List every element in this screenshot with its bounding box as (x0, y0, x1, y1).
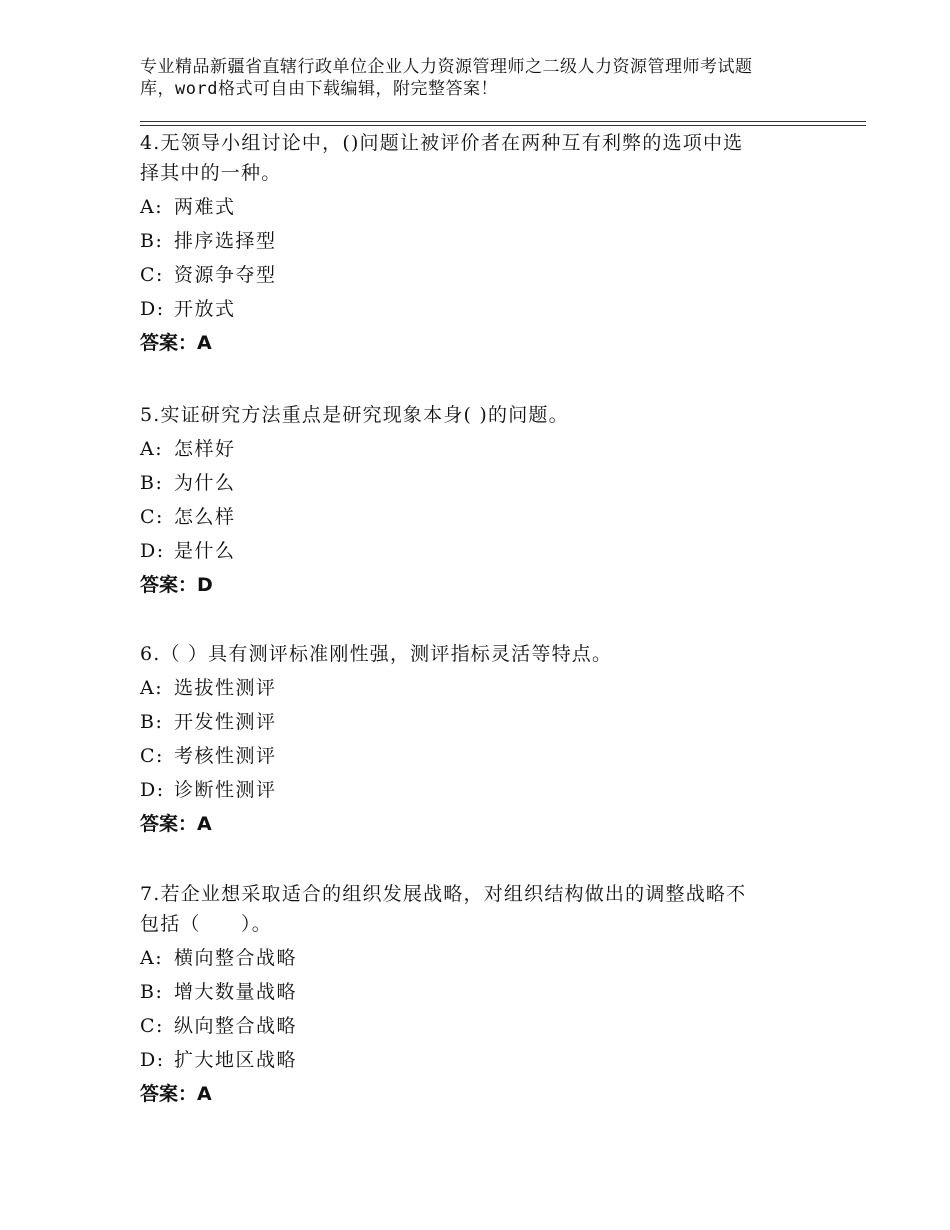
header-divider-top (140, 121, 866, 122)
option-c (140, 258, 820, 292)
question-text (140, 879, 820, 939)
option-key: D: (140, 779, 165, 801)
option-key: D: (140, 298, 165, 320)
option-text: 扩大地区战略 (174, 1049, 298, 1071)
option-key: B: (140, 472, 164, 494)
question-text-line-1: 6.（ ）具有测评标准刚性强，测评指标灵活等特点。 (140, 643, 613, 665)
question-text (140, 400, 820, 430)
option-c (140, 1009, 820, 1043)
option-text: 资源争夺型 (174, 264, 277, 286)
option-d (140, 534, 820, 568)
question-text (140, 128, 820, 188)
option-text: 怎样好 (174, 438, 236, 460)
question-5 (140, 400, 820, 602)
option-d (140, 773, 820, 807)
option-c (140, 500, 820, 534)
option-text: 为什么 (174, 472, 236, 494)
option-text: 横向整合战略 (174, 947, 298, 969)
question-4 (140, 128, 820, 360)
answer-label: 答案：D (140, 574, 213, 596)
option-d (140, 292, 820, 326)
option-key: A: (140, 438, 164, 460)
option-text: 增大数量战略 (174, 981, 298, 1003)
option-text: 诊断性测评 (174, 779, 277, 801)
question-text-line-1: 7.若企业想采取适合的组织发展战略，对组织结构做出的调整战略不 (140, 883, 747, 905)
question-7 (140, 879, 820, 1111)
option-b (140, 466, 820, 500)
option-key: A: (140, 677, 164, 699)
option-text: 两难式 (174, 196, 236, 218)
option-key: B: (140, 981, 164, 1003)
option-text: 是什么 (174, 540, 236, 562)
question-text-line-1: 5.实证研究方法重点是研究现象本身( )的问题。 (140, 404, 569, 426)
answer-label: 答案：A (140, 813, 212, 835)
option-text: 选拔性测评 (174, 677, 277, 699)
question-text-line-2: 择其中的一种。 (140, 162, 282, 184)
option-a (140, 941, 820, 975)
header-line-1: 专业精品新疆省直辖行政单位企业人力资源管理师之二级人力资源管理师考试题 (140, 57, 753, 77)
option-key: B: (140, 230, 164, 252)
option-a (140, 671, 820, 705)
option-text: 开发性测评 (174, 711, 277, 733)
option-text: 开放式 (174, 298, 236, 320)
option-key: A: (140, 196, 164, 218)
option-c (140, 739, 820, 773)
option-key: C: (140, 506, 164, 528)
option-text: 怎么样 (174, 506, 236, 528)
option-b (140, 975, 820, 1009)
option-b (140, 224, 820, 258)
option-key: A: (140, 947, 164, 969)
option-text: 排序选择型 (174, 230, 277, 252)
header-divider-bottom (140, 125, 866, 126)
answer-label: 答案：A (140, 332, 212, 354)
question-text-line-2: 包括（ ）。 (140, 913, 272, 935)
question-text-line-1: 4.无领导小组讨论中，()问题让被评价者在两种互有利弊的选项中选 (140, 132, 744, 154)
option-a (140, 432, 820, 466)
option-key: B: (140, 711, 164, 733)
option-key: C: (140, 1015, 164, 1037)
option-text: 纵向整合战略 (174, 1015, 298, 1037)
option-d (140, 1043, 820, 1077)
option-key: D: (140, 540, 165, 562)
option-key: D: (140, 1049, 165, 1071)
option-key: C: (140, 264, 164, 286)
answer-label: 答案：A (140, 1083, 212, 1105)
option-b (140, 705, 820, 739)
option-key: C: (140, 745, 164, 767)
document-header (140, 56, 820, 100)
option-a (140, 190, 820, 224)
question-6 (140, 639, 820, 841)
question-text (140, 639, 820, 669)
option-text: 考核性测评 (174, 745, 277, 767)
header-line-2: 库，word格式可自由下载编辑，附完整答案！ (140, 79, 498, 99)
